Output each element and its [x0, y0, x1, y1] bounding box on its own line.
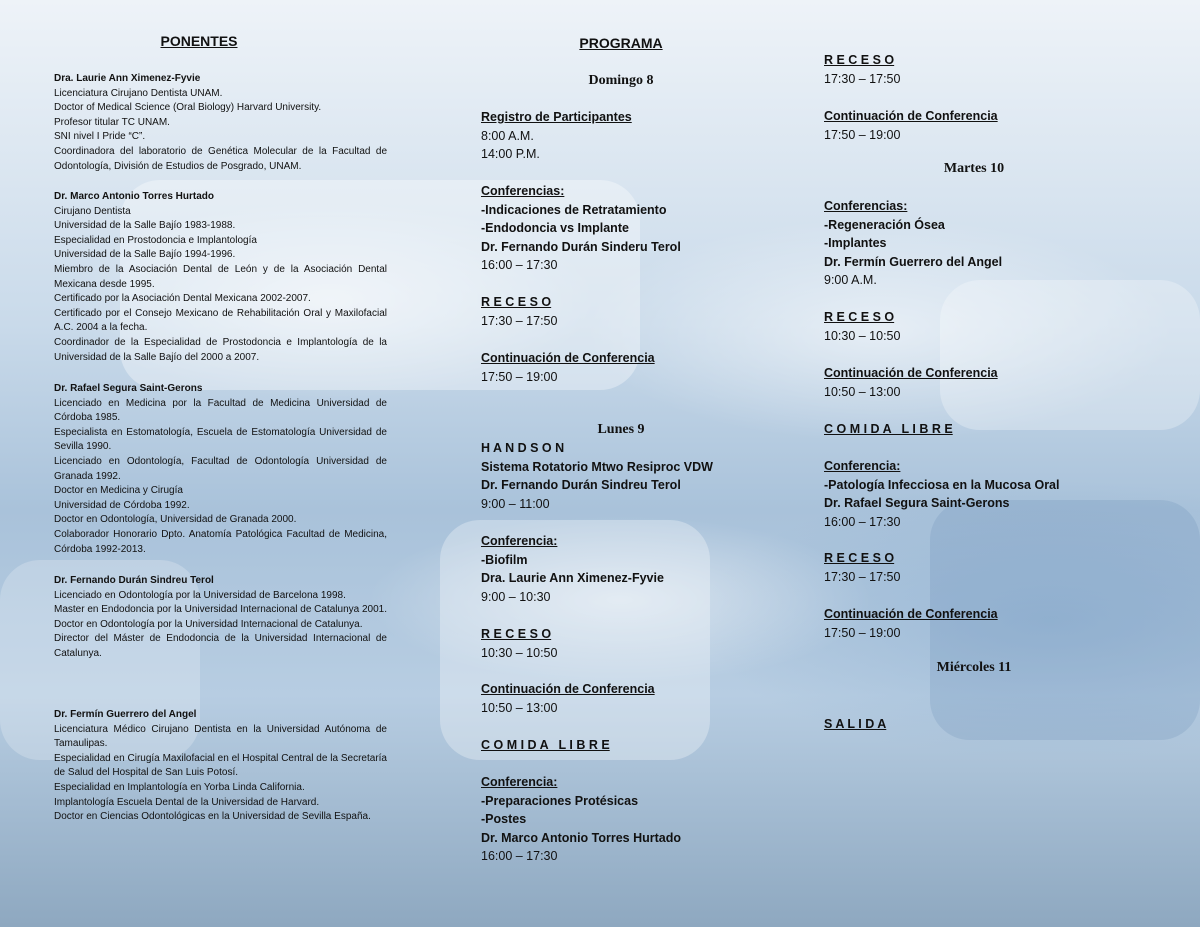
block-line: -Preparaciones Protésicas [481, 793, 639, 808]
day-heading: Domingo 8 [588, 73, 654, 88]
schedule-block [824, 457, 1060, 531]
block-title: S A L I D A [824, 717, 887, 731]
bio-line: Profesor titular TC UNAM. [54, 116, 170, 128]
block-line: Dr. Marco Antonio Torres Hurtado [481, 830, 682, 845]
block-line: Dr. Fernando Durán Sindreu Terol [481, 478, 681, 493]
speaker-name: Dr. Fermín Guerrero del Angel [54, 709, 197, 720]
bio-line: Doctor en Odontología por la Universidad Internacional de Catalunya. [54, 618, 363, 630]
bio-line: Doctor en Medicina y Cirugía [54, 485, 183, 497]
schedule-block [481, 625, 557, 662]
block-title: Conferencias: [824, 199, 908, 213]
block-title: Continuación de Conferencia [824, 366, 998, 380]
time: 17:30 – 17:50 [824, 71, 901, 86]
bio-line: Universidad de Córdoba 1992. [54, 499, 190, 511]
schedule-block [481, 532, 664, 606]
time: 16:00 – 17:30 [481, 258, 558, 273]
bio-line: Implantología Escuela Dental de la Universidad de Harvard. [54, 796, 320, 808]
bio-line: Coordinador de la Especialidad de Prostodoncia e Implantología de la Universidad de la Salle Bajío del 2000 a 2007. [54, 336, 387, 363]
block-title: H A N D S O N [481, 441, 565, 455]
block-title: Continuación de Conferencia [824, 109, 998, 123]
schedule-block [481, 182, 681, 275]
bio-line: Doctor en Ciencias Odontológicas en la Universidad de Sevilla España. [54, 811, 371, 823]
bio-line: Universidad de la Salle Bajío 1983-1988. [54, 220, 236, 232]
block-line: -Implantes [824, 236, 887, 251]
day-heading: Lunes 9 [597, 422, 645, 437]
speaker-name: Dr. Rafael Segura Saint-Gerons [54, 383, 203, 394]
block-line: Dr. Rafael Segura Saint-Gerons [824, 496, 1010, 511]
schedule-block [824, 197, 1002, 290]
bio-line: Director del Máster de Endodoncia de la Universidad Internacional de Catalunya. [54, 633, 387, 659]
block-title: R E C E S O [824, 53, 895, 67]
day-heading: Martes 10 [943, 161, 1005, 176]
schedule-block [824, 308, 900, 345]
block-line: -Biofilm [481, 552, 528, 567]
schedule-block [481, 736, 610, 755]
block-title: Registro de Participantes [481, 110, 632, 124]
schedule-block [481, 680, 655, 717]
speaker-bio [54, 72, 387, 174]
time: 17:50 – 19:00 [824, 625, 901, 640]
time: 17:30 – 17:50 [481, 313, 558, 328]
time: 14:00 P.M. [481, 147, 540, 162]
time: 10:50 – 13:00 [824, 384, 901, 399]
block-line: -Endodoncia vs Implante [481, 221, 629, 236]
bio-line: Universidad de la Salle Bajío 1994-1996. [54, 249, 236, 261]
bio-line: Especialista en Estomatología, Escuela de Estomatología Universidad de Sevilla 1990. [54, 426, 387, 453]
speaker-bio [54, 190, 387, 365]
block-line: -Patología Infecciosa en la Mucosa Oral [824, 477, 1060, 492]
speaker-bio [54, 574, 387, 662]
time: 17:30 – 17:50 [824, 569, 901, 584]
block-title: Continuación de Conferencia [824, 607, 998, 621]
block-title: Conferencia: [481, 534, 558, 548]
time: 10:30 – 10:50 [481, 645, 558, 660]
time: 8:00 A.M. [481, 128, 534, 143]
time: 9:00 – 10:30 [481, 589, 551, 604]
time: 16:00 – 17:30 [824, 514, 901, 529]
schedule-block [824, 364, 998, 401]
bio-line: Especialidad en Cirugía Maxilofacial en el Hospital Central de la Secretaría de Salud del Hospital de San Luis Potosí. [54, 752, 387, 779]
bio-line: Master en Endodoncia por la Universidad Internacional de Catalunya 2001. [54, 604, 387, 616]
time: 10:30 – 10:50 [824, 328, 901, 343]
bio-line: Doctor en Odontología, Universidad de Granada 2000. [54, 514, 297, 526]
programa-heading: PROGRAMA [579, 35, 663, 51]
bio-line: Colaborador Honorario Dpto. Anatomía Patológica Facultad de Medicina, Córdoba 1992-2013. [54, 528, 387, 555]
bio-line: Especialidad en Prostodoncia e Implantología [54, 234, 257, 246]
schedule-block [824, 420, 953, 439]
bio-line: Cirujano Dentista [54, 205, 131, 217]
time: 10:50 – 13:00 [481, 700, 558, 715]
block-title: Conferencias: [481, 184, 565, 198]
time: 17:50 – 19:00 [481, 369, 558, 384]
bio-line: Certificado por el Consejo Mexicano de Rehabilitación Oral y Maxilofacial A.C. 2004 a la fecha. [54, 307, 387, 334]
speaker-bio [54, 708, 387, 825]
bio-line: Licenciado en Odontología, Facultad de Odontología Universidad de Granada 1992. [54, 455, 387, 482]
bio-line: Certificado por la Asociación Dental Mexicana 2002-2007. [54, 293, 311, 305]
block-title: R E C E S O [481, 295, 552, 309]
time: 9:00 – 11:00 [481, 496, 550, 511]
block-title: R E C E S O [824, 310, 895, 324]
schedule-block [481, 349, 655, 386]
block-line: -Regeneración Ósea [824, 217, 945, 232]
speaker-name: Dra. Laurie Ann Ximenez-Fyvie [54, 73, 201, 84]
time: 17:50 – 19:00 [824, 127, 901, 142]
bio-line: Coordinadora del laboratorio de Genética Molecular de la Facultad de Odontología, División de Estudios de Posgrado, UNAM. [54, 145, 387, 172]
schedule-block [481, 773, 681, 866]
block-line: Dr. Fernando Durán Sinderu Terol [481, 239, 681, 254]
time: 9:00 A.M. [824, 273, 877, 288]
speaker-name: Dr. Fernando Durán Sindreu Terol [54, 575, 214, 586]
background-shape [940, 280, 1200, 430]
block-title: Continuación de Conferencia [481, 682, 655, 696]
schedule-block [481, 439, 713, 513]
block-title: C O M I D A L I B R E [824, 422, 953, 436]
schedule-block [481, 293, 557, 330]
block-title: Continuación de Conferencia [481, 351, 655, 365]
block-line: Sistema Rotatorio Mtwo Resiproc VDW [481, 459, 713, 474]
block-title: C O M I D A L I B R E [481, 738, 610, 752]
schedule-block [824, 605, 998, 642]
schedule-block [824, 715, 886, 734]
bio-line: Especialidad en Implantología en Yorba Linda California. [54, 781, 305, 793]
block-line: Dr. Fermín Guerrero del Angel [824, 254, 1003, 269]
block-title: R E C E S O [824, 551, 895, 565]
bio-line: Licenciatura Cirujano Dentista UNAM. [54, 87, 223, 99]
day-heading: Miércoles 11 [936, 660, 1012, 675]
schedule-block [824, 107, 998, 144]
bio-line: Licenciado en Odontología por la Universidad de Barcelona 1998. [54, 589, 346, 601]
block-line: -Postes [481, 812, 527, 827]
bio-line: SNI nivel I Pride “C”. [54, 131, 146, 143]
schedule-block [824, 51, 900, 88]
ponentes-heading: PONENTES [160, 33, 238, 49]
block-line: -Indicaciones de Retratamiento [481, 202, 667, 217]
block-title: Conferencia: [824, 459, 901, 473]
bio-line: Doctor of Medical Science (Oral Biology) Harvard University. [54, 102, 322, 114]
schedule-block [481, 108, 632, 164]
schedule-block [824, 549, 900, 586]
block-title: R E C E S O [481, 627, 552, 641]
speaker-bio [54, 382, 387, 557]
bio-line: Miembro de la Asociación Dental de León y de la Asociación Dental Mexicana desde 1995. [54, 263, 387, 290]
block-line: Dra. Laurie Ann Ximenez-Fyvie [481, 571, 664, 586]
block-title: Conferencia: [481, 775, 558, 789]
bio-line: Licenciado en Medicina por la Facultad de Medicina Universidad de Córdoba 1985. [54, 397, 387, 424]
speaker-name: Dr. Marco Antonio Torres Hurtado [54, 191, 215, 202]
bio-line: Licenciatura Médico Cirujano Dentista en la Universidad Autónoma de Tamaulipas. [54, 723, 387, 750]
time: 16:00 – 17:30 [481, 849, 558, 864]
